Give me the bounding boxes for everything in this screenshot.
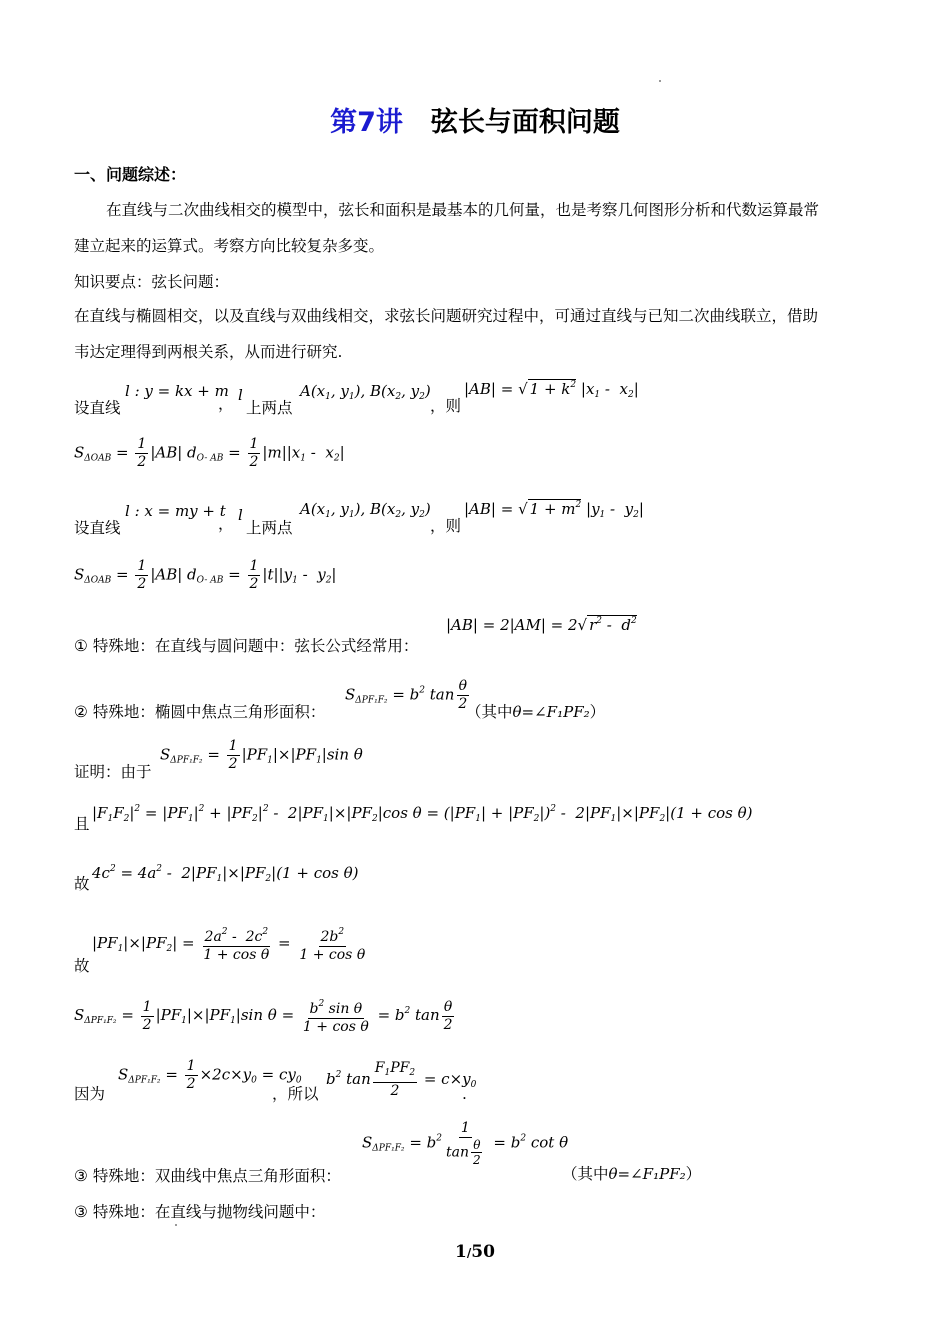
paragraph-2-line-1: 在直线与椭圆相交，以及直线与双曲线相交，求弦长问题研究过程中，可通过直线与已知二次曲线联立，借助 <box>74 307 819 325</box>
case1-then: ，则 <box>430 397 462 415</box>
proof-formula-2: $|F_1F_2|^2 = |PF_1|^2 + |PF_2|^2 - 2|PF_1|\times|PF_2|\cos$ $\theta = (|PF_1| + |PF_2|)^2 - 2|PF_1|\times|PF_2|(1 + \cos \theta)$ <box>92 804 753 824</box>
so-label-1: 故 <box>74 875 90 893</box>
section-heading: 一、问题综述： <box>74 165 187 184</box>
special3a-text: ③ 特殊地：双曲线中焦点三角形面积： <box>74 1167 341 1185</box>
case2-upper-two-points: 上两点 <box>246 519 293 537</box>
special2-formula: $S_{\Delta PF_1F_2} = b^2$ tan $\frac{\theta}{2}$ <box>345 678 468 712</box>
case1-line-equation: l : y = kx + m <box>125 382 229 400</box>
special2-text: ② 特殊地：椭圆中焦点三角形面积： <box>74 703 326 721</box>
proof-formula-1: $S_{\Delta PF_1F_2}$ = $\frac{1}{2}$ $|PF_1|\times|PF_1|\sin$ θ <box>160 738 363 772</box>
and-label: 且 <box>74 815 90 833</box>
so-label-2: 故 <box>74 957 90 975</box>
because-label: 因为 <box>74 1085 106 1103</box>
case2-points: $A(x_1$, $y_1$), $B(x_2$, $y_2$) <box>300 500 431 520</box>
title-topic: 弦长与面积问题 <box>430 107 620 138</box>
case1-upper-two-points: 上两点 <box>246 399 293 417</box>
case2-l: l <box>238 506 243 524</box>
case2-area-formula: $S_{\Delta OAB}$ = $\frac{1}{2}$ |AB| $d_{O- AB}$ = $\frac{1}{2}$ $|t||y_1 - y_2|$ <box>74 558 337 592</box>
special1-formula: |AB| = 2|AM| = 2√ $r^2 - d^2$ <box>446 616 637 634</box>
special3b-text: ③ 特殊地：在直线与抛物线问题中： <box>74 1203 326 1221</box>
special3-formula: $S_{\Delta PF_1F_2} = b^2$ 1 tan $\frac{\theta}{2}$ = $b^2$ cot θ <box>362 1120 569 1167</box>
proof-formula-6: $S_{\Delta PF_1F_2}$ = $\frac{1}{2}$ $\times 2c\times y_0 = cy_0$ <box>118 1058 302 1092</box>
decorative-dot <box>175 1224 177 1226</box>
case1-area-formula: $S_{\Delta OAB}$ = $\frac{1}{2}$ |AB| $d_{O- AB}$ = $\frac{1}{2}$ $|m||x_1 - x_2|$ <box>74 436 345 470</box>
decorative-dot <box>659 80 661 82</box>
paragraph-1-line-2: 建立起来的运算式。考察方向比较复杂多变。 <box>74 237 385 255</box>
proof-formula-5: $S_{\Delta PF_1F_2}$ = $\frac{1}{2}$ $|PF_1|\times|PF_1|\sin$ θ = $\frac{b^2 \sin \theta}{\text{1 + cos θ}}$ = $b^2$ tan $\frac{\theta}{2}$ <box>74 996 457 1036</box>
special2-note: （其中θ=∠F₁PF₂） <box>466 703 606 721</box>
page-separator: / <box>466 1246 472 1260</box>
case1-l: l <box>238 386 243 404</box>
proof-label: 证明：由于 <box>74 763 152 781</box>
case1-comma: ， <box>218 395 234 413</box>
page-number: 1 <box>455 1242 467 1262</box>
page-total: 50 <box>471 1242 495 1262</box>
paragraph-2-line-2: 韦达定理得到两根关系，从而进行研究. <box>74 343 343 361</box>
case2-then: ，则 <box>430 517 462 535</box>
case2-ab-formula: |AB| = √ $1 + m^2$ $|y_1 - y_2|$ <box>464 500 644 520</box>
title-lecture-number: 第7讲 <box>330 107 403 138</box>
proof-formula-4: $|PF_1|\times|PF_2|$ = $\frac{2a^2 - 2c^2}{\text{1 + cos θ}}$ = $\frac{2b^2}{\text{1 + cos θ}}$ <box>92 924 369 964</box>
special3a-note: （其中θ=∠F₁PF₂） <box>562 1165 702 1183</box>
case2-comma: ， <box>218 515 234 533</box>
knowledge-heading: 知识要点：弦长问题： <box>74 273 230 291</box>
page-title <box>0 100 950 139</box>
period: . <box>462 1085 467 1103</box>
proof-formula-7: $b^2$ tan $\frac{F_1PF_2}{2}$ = $c\times y_0$ <box>326 1060 477 1099</box>
proof-formula-3: $4c^2 = 4a^2 - 2|PF_1|\times|PF_2|(1 + \cos \theta)$ <box>92 864 359 884</box>
case1-points: $A(x_1$, $y_1$), $B(x_2$, $y_2$) <box>300 382 431 402</box>
special1-text: ① 特殊地：在直线与圆问题中：弦长公式经常用： <box>74 637 419 655</box>
case2-setline-label: 设直线 <box>74 519 121 537</box>
case2-line-equation: l : x = my + t <box>125 502 226 520</box>
case1-setline-label: 设直线 <box>74 399 121 417</box>
case1-ab-formula: |AB| = √ $1 + k^2$ $|x_1 - x_2|$ <box>464 380 639 400</box>
paragraph-1-line-1: 在直线与二次曲线相交的模型中，弦长和面积是最基本的几何量，也是考察几何图形分析和代数运算最常 <box>106 201 820 219</box>
page-footer <box>0 1242 950 1262</box>
so-label-3: ，所以 <box>272 1085 319 1103</box>
